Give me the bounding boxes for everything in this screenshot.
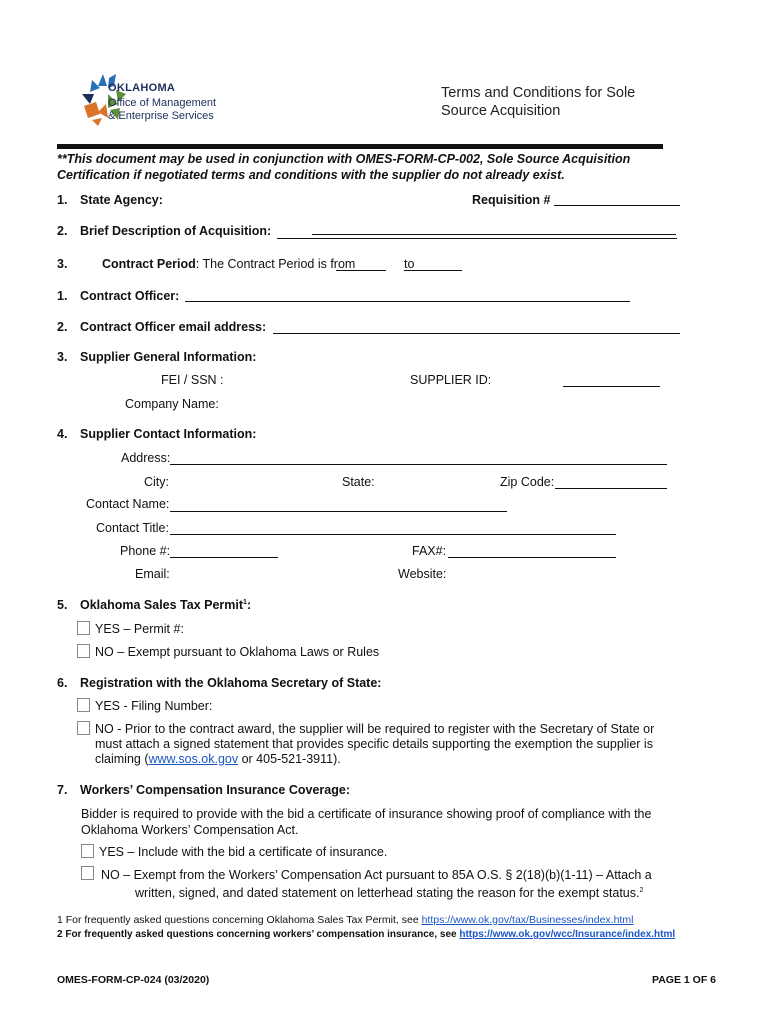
workers-comp-line-1: Bidder is required to provide with the bid a certificate of insurance showing proof of compliance with the <box>81 807 652 821</box>
workers-comp-yes-label: YES – Include with the bid a certificate of insurance. <box>99 845 388 859</box>
workers-comp-yes-checkbox[interactable] <box>81 844 94 858</box>
workers-comp-no-line-1: NO – Exempt from the Workers’ Compensation Act pursuant to 85A O.S. § 2(18)(b)(1-11) – Attach a <box>101 868 652 882</box>
item-number: 2. <box>57 320 68 334</box>
sos-no-checkbox[interactable] <box>77 721 90 735</box>
title-line-2: Source Acquisition <box>441 103 561 119</box>
requisition-label: Requisition # <box>472 193 551 207</box>
intro-line-2: Certification if negotiated terms and conditions with the supplier do not already exist. <box>57 168 565 182</box>
brief-description-label: Brief Description of Acquisition: <box>80 224 272 238</box>
contract-period-label: Contract Period <box>102 257 196 271</box>
phone-field[interactable] <box>170 557 278 558</box>
company-name-label: Company Name: <box>125 397 219 411</box>
item-number: 7. <box>57 783 68 797</box>
item-number: 1. <box>57 289 68 303</box>
footnote-2-text: 2 For frequently asked questions concerning workers’ compensation insurance, see <box>57 929 460 940</box>
logo-oklahoma-text: OKLAHOMA <box>108 82 176 94</box>
brief-description-field[interactable] <box>277 238 677 239</box>
brief-description-field-line <box>312 234 676 235</box>
intro-line-1: **This document may be used in conjunction with OMES-FORM-CP-002, Sole Source Acquisition <box>57 152 631 166</box>
footnote-ref-1: 1 <box>243 598 247 606</box>
website-label: Website: <box>398 567 447 581</box>
workers-comp-no-line-2 <box>101 883 652 901</box>
sales-tax-permit-label <box>80 598 251 612</box>
logo-omes-line2: & Enterprise Services <box>108 110 214 122</box>
contract-officer-label: Contract Officer: <box>80 289 180 303</box>
footnote-ref-2: 2 <box>639 887 644 894</box>
zip-code-label: Zip Code: <box>500 475 555 489</box>
item-number: 1. <box>57 193 68 207</box>
sos-no-line-3-post: or 405-521-3911). <box>238 752 341 766</box>
sos-yes-checkbox[interactable] <box>77 698 90 712</box>
workers-comp-line-2: Oklahoma Workers’ Compensation Act. <box>81 823 299 837</box>
supplier-general-info-label: Supplier General Information: <box>80 350 257 364</box>
workers-comp-no-label <box>101 867 652 901</box>
contract-period-text <box>102 257 355 271</box>
sos-website-link[interactable]: www.sos.ok.gov <box>148 752 239 766</box>
sos-no-line-2: must attach a signed statement that provides specific details supporting the exemption the supplier is <box>95 737 653 751</box>
contact-name-label: Contact Name: <box>86 497 170 511</box>
fei-ssn-label: FEI / SSN : <box>161 373 224 387</box>
city-label: City: <box>144 475 169 489</box>
contact-title-field[interactable] <box>170 534 616 535</box>
sales-tax-yes-label: YES – Permit #: <box>95 622 184 636</box>
form-id: OMES-FORM-CP-024 (03/2020) <box>57 974 210 986</box>
workers-comp-no-checkbox[interactable] <box>81 866 94 880</box>
sos-no-line-3-pre: claiming ( <box>95 752 149 766</box>
document-title <box>441 84 635 120</box>
supplier-contact-info-label: Supplier Contact Information: <box>80 427 257 441</box>
sales-tax-no-checkbox[interactable] <box>77 644 90 658</box>
footnote-1-link[interactable]: https://www.ok.gov/tax/Businesses/index.html <box>421 914 634 926</box>
item-number: 4. <box>57 427 68 441</box>
phone-label: Phone #: <box>120 544 171 558</box>
address-label: Address: <box>121 451 171 465</box>
secretary-of-state-label: Registration with the Oklahoma Secretary of State: <box>80 676 382 690</box>
contract-period-from-text: : The Contract Period is from <box>195 257 356 271</box>
footnote-1-text: 1 For frequently asked questions concerning Oklahoma Sales Tax Permit, see <box>57 914 422 926</box>
workers-comp-label: Workers’ Compensation Insurance Coverage: <box>80 783 350 797</box>
address-field[interactable] <box>170 464 667 465</box>
sos-no-line-3 <box>95 752 695 767</box>
requisition-field[interactable] <box>554 205 680 206</box>
supplier-id-label: SUPPLIER ID: <box>410 373 492 387</box>
contact-title-label: Contact Title: <box>96 521 169 535</box>
contract-period-to-label: to <box>404 257 415 271</box>
item-number: 6. <box>57 676 68 690</box>
contract-period-to-field[interactable] <box>404 270 462 271</box>
item-number: 3. <box>57 257 68 271</box>
footnote-1 <box>57 914 633 926</box>
item-number: 5. <box>57 598 68 612</box>
logo-omes-line1: Office of Management <box>108 97 217 109</box>
fax-field[interactable] <box>448 557 616 558</box>
workers-comp-description <box>81 806 651 838</box>
item-number: 2. <box>57 224 68 238</box>
contract-officer-email-label: Contract Officer email address: <box>80 320 267 334</box>
header-rule <box>57 144 663 149</box>
contract-period-from-field[interactable] <box>336 270 386 271</box>
sos-no-line-1: NO - Prior to the contract award, the supplier will be required to register with the Secretary of State or <box>95 722 655 736</box>
sales-tax-yes-checkbox[interactable] <box>77 621 90 635</box>
omes-logo <box>78 72 268 128</box>
state-agency-label: State Agency: <box>80 193 163 207</box>
colon: : <box>246 598 252 612</box>
workers-comp-no-line-2-text: written, signed, and dated statement on letterhead stating the reason for the exempt status. <box>135 886 640 901</box>
title-line-1: Terms and Conditions for Sole <box>441 85 636 101</box>
footnote-2-link[interactable]: https://www.ok.gov/wcc/Insurance/index.html <box>459 929 676 940</box>
sales-tax-permit-text: Oklahoma Sales Tax Permit <box>80 598 244 612</box>
intro-note <box>57 151 630 183</box>
fax-label: FAX#: <box>412 544 447 558</box>
contract-officer-email-field[interactable] <box>273 333 680 334</box>
contact-name-field[interactable] <box>170 511 507 512</box>
supplier-id-field[interactable] <box>563 386 660 387</box>
zip-code-field[interactable] <box>555 488 667 489</box>
state-label: State: <box>342 475 375 489</box>
sos-yes-label: YES - Filing Number: <box>95 699 213 713</box>
sos-no-label <box>95 722 695 767</box>
email-label: Email: <box>135 567 170 581</box>
contract-officer-field[interactable] <box>185 301 630 302</box>
item-number: 3. <box>57 350 68 364</box>
footnote-2 <box>57 929 675 940</box>
sales-tax-no-label: NO – Exempt pursuant to Oklahoma Laws or Rules <box>95 645 380 659</box>
page-number: PAGE 1 OF 6 <box>652 974 716 986</box>
